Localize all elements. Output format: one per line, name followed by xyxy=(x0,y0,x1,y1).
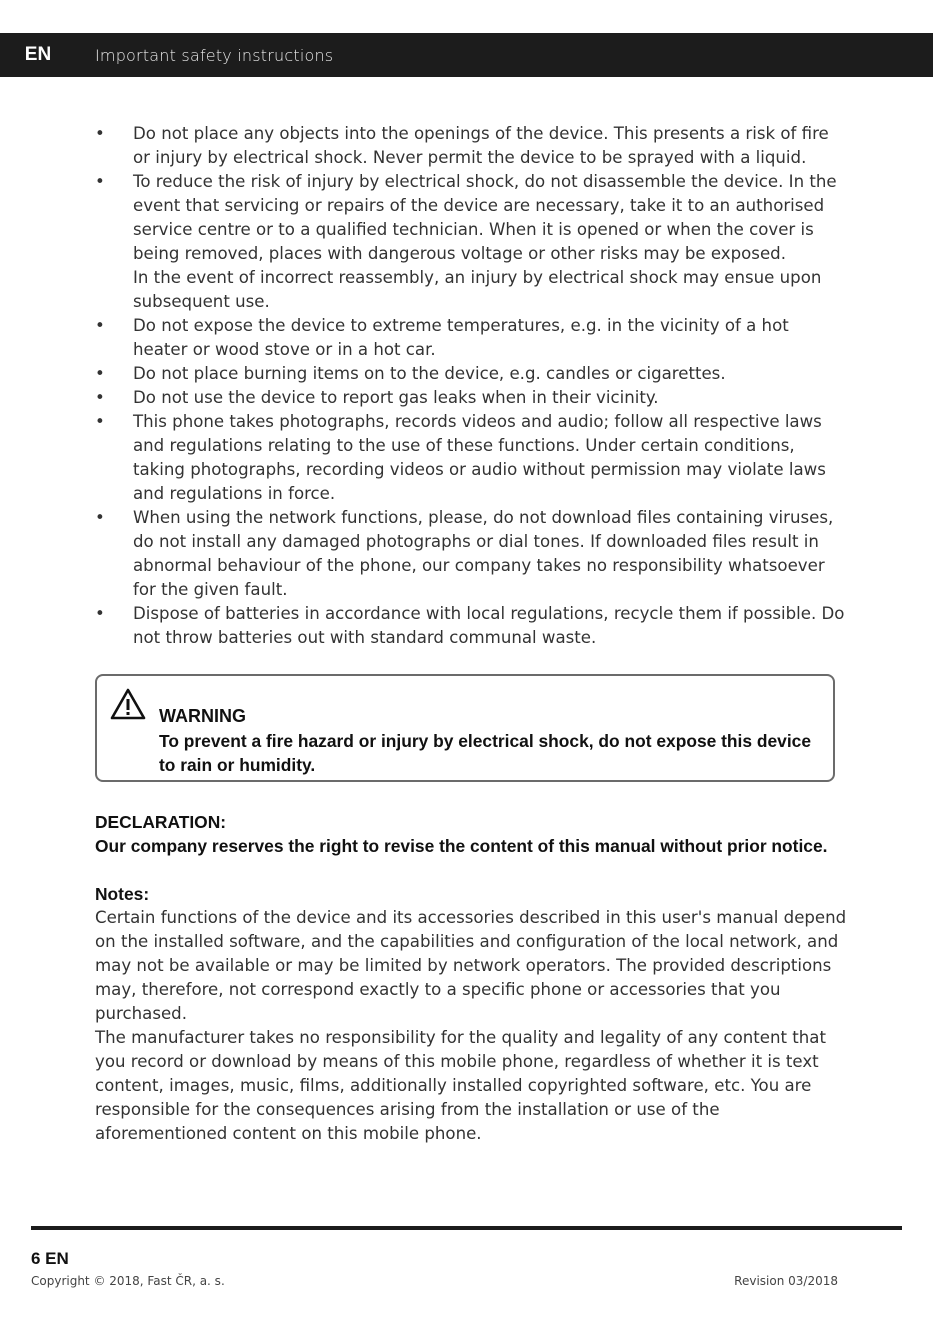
footer-divider xyxy=(31,1226,902,1230)
list-item xyxy=(95,602,845,650)
list-item-text: Do not use the device to report gas leaks when in their vicinity. xyxy=(133,388,659,407)
bullet-marker: • xyxy=(95,172,105,191)
list-item xyxy=(95,122,845,170)
bullet-marker: • xyxy=(95,508,105,527)
section-title: Important safety instructions xyxy=(95,45,334,65)
list-item-text: In the event of incorrect reassembly, an injury by electrical shock may ensue upon subsequent use. xyxy=(133,268,822,311)
declaration-text: Our company reserves the right to revise the content of this manual without prior notice. xyxy=(95,836,828,856)
notes-heading: Notes: xyxy=(95,884,150,904)
list-item xyxy=(95,314,845,362)
page-number: 6 EN xyxy=(31,1249,69,1268)
declaration xyxy=(95,810,855,858)
notes-paragraph: Certain functions of the device and its accessories described in this user's manual depend on the installed software, and the capabilities and configuration of the local network, and may not be available or may be limited by network operators. The provided descriptions may, therefore, not correspond exactly to a specific phone or accessories that you purchased. xyxy=(95,908,847,1023)
warning-triangle-icon xyxy=(110,688,146,720)
list-item xyxy=(95,386,845,410)
list-item-text: Do not place any objects into the openings of the device. This presents a risk of fire or injury by electrical shock. Never permit the device to be sprayed with a liquid. xyxy=(133,124,829,167)
bullet-marker: • xyxy=(95,124,105,143)
copyright-text: Copyright © 2018, Fast ČR, a. s. xyxy=(31,1274,225,1288)
language-tab: EN xyxy=(24,44,52,65)
warning-text: To prevent a fire hazard or injury by electrical shock, do not expose this device to rain or humidity. xyxy=(159,731,812,775)
declaration-heading: DECLARATION: xyxy=(95,812,227,832)
bullet-marker: • xyxy=(95,364,105,383)
bullet-marker: • xyxy=(95,316,105,335)
notes-section xyxy=(95,882,855,1146)
bullet-marker: • xyxy=(95,412,105,431)
warning-title: WARNING xyxy=(159,706,246,726)
list-item xyxy=(95,362,845,386)
safety-instructions-list xyxy=(95,122,845,650)
list-item xyxy=(95,410,845,506)
bullet-marker: • xyxy=(95,604,105,623)
header-bar xyxy=(0,33,933,77)
list-item-text: To reduce the risk of injury by electrical shock, do not disassemble the device. In the event that servicing or repairs of the device are necessary, take it to an authorised service centre or to a qualified technician. When it is opened or when the cover is being removed, places with dangerous voltage or other risks may be exposed. xyxy=(133,172,837,263)
notes-paragraph: The manufacturer takes no responsibility for the quality and legality of any content that you record or download by means of this mobile phone, regardless of whether it is text content, images, music, films, additionally installed copyrighted software, etc. You are responsible for the consequences arising from the installation or use of the aforementioned content on this mobile phone. xyxy=(95,1028,826,1143)
list-item xyxy=(95,506,845,602)
revision-text: Revision 03/2018 xyxy=(734,1274,838,1288)
warning-box xyxy=(95,674,835,782)
list-item xyxy=(95,170,845,314)
bullet-marker: • xyxy=(95,388,105,407)
list-item-text: Do not place burning items on to the device, e.g. candles or cigarettes. xyxy=(133,364,726,383)
list-item-text: Do not expose the device to extreme temperatures, e.g. in the vicinity of a hot heater or wood stove or in a hot car. xyxy=(133,316,789,359)
list-item-text: When using the network functions, please, do not download files containing viruses, do not install any damaged photographs or dial tones. If downloaded files result in abnormal behaviour of the phone, our company takes no responsibility whatsoever for the given fault. xyxy=(133,508,834,599)
list-item-text: Dispose of batteries in accordance with local regulations, recycle them if possible. Do not throw batteries out with standard communal waste. xyxy=(133,604,845,647)
list-item-text: This phone takes photographs, records videos and audio; follow all respective laws and regulations relating to the use of these functions. Under certain conditions, taking photographs, recording videos or audio without permission may violate laws and regulations in force. xyxy=(133,412,826,503)
